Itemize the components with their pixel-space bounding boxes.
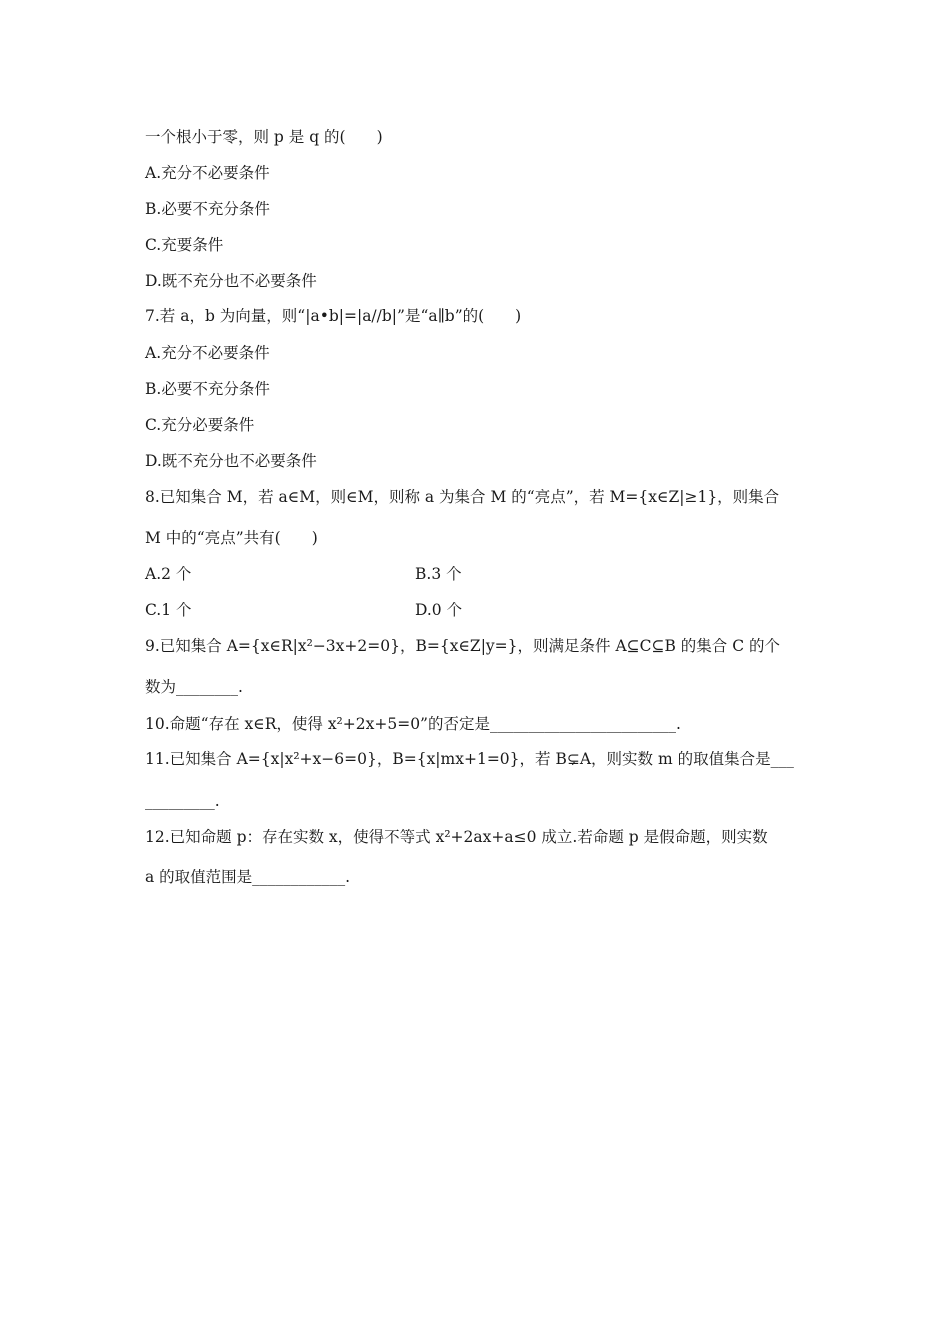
- q7-option-a: A.充分不必要条件: [145, 344, 270, 362]
- q9-stem-continuation: 数为________.: [145, 678, 243, 696]
- q6-stem-continuation: 一个根小于零，则 p 是 q 的( ): [145, 128, 383, 146]
- q8-option-c: C.1 个: [145, 601, 192, 619]
- q8-options-row-1: [145, 564, 191, 584]
- q7-option-b: B.必要不充分条件: [145, 380, 270, 398]
- q12-stem-continuation: a 的取值范围是____________.: [145, 868, 351, 886]
- q11-stem-continuation: _________.: [145, 792, 220, 810]
- q10-stem: 10.命题“存在 x∈R，使得 x²+2x+5=0”的否定是________________________.: [145, 715, 681, 733]
- q7-stem: 7.若 a，b 为向量，则“|a•b|=|a//b|”是“a∥b”的( ): [145, 307, 522, 325]
- q6-option-a: A.充分不必要条件: [145, 164, 270, 182]
- q8-option-a: A.2 个: [145, 565, 192, 583]
- q8-options-row-2: [145, 600, 192, 620]
- q6-option-b: B.必要不充分条件: [145, 200, 270, 218]
- q7-option-d: D.既不充分也不必要条件: [145, 452, 317, 470]
- q7-option-c: C.充分必要条件: [145, 416, 255, 434]
- q9-stem: 9.已知集合 A={x∈R|x²−3x+2=0}，B={x∈Z|y=}，则满足条件 A⊆C⊆B 的集合 C 的个: [145, 637, 781, 655]
- q8-option-b: B.3 个: [415, 565, 462, 583]
- q11-stem: 11.已知集合 A={x|x²+x−6=0}，B={x|mx+1=0}，若 B⊊A，则实数 m 的取值集合是___: [145, 750, 794, 768]
- q6-option-c: C.充要条件: [145, 236, 224, 254]
- q8-option-d: D.0 个: [415, 601, 463, 619]
- q8-stem: 8.已知集合 M，若 a∈M，则∈M，则称 a 为集合 M 的“亮点”，若 M={x∈Z|≥1}，则集合: [145, 488, 780, 506]
- q8-stem-continuation: M 中的“亮点”共有( ): [145, 529, 318, 547]
- q6-option-d: D.既不充分也不必要条件: [145, 272, 317, 290]
- q12-stem: 12.已知命题 p：存在实数 x，使得不等式 x²+2ax+a≤0 成立.若命题 p 是假命题，则实数: [145, 828, 768, 846]
